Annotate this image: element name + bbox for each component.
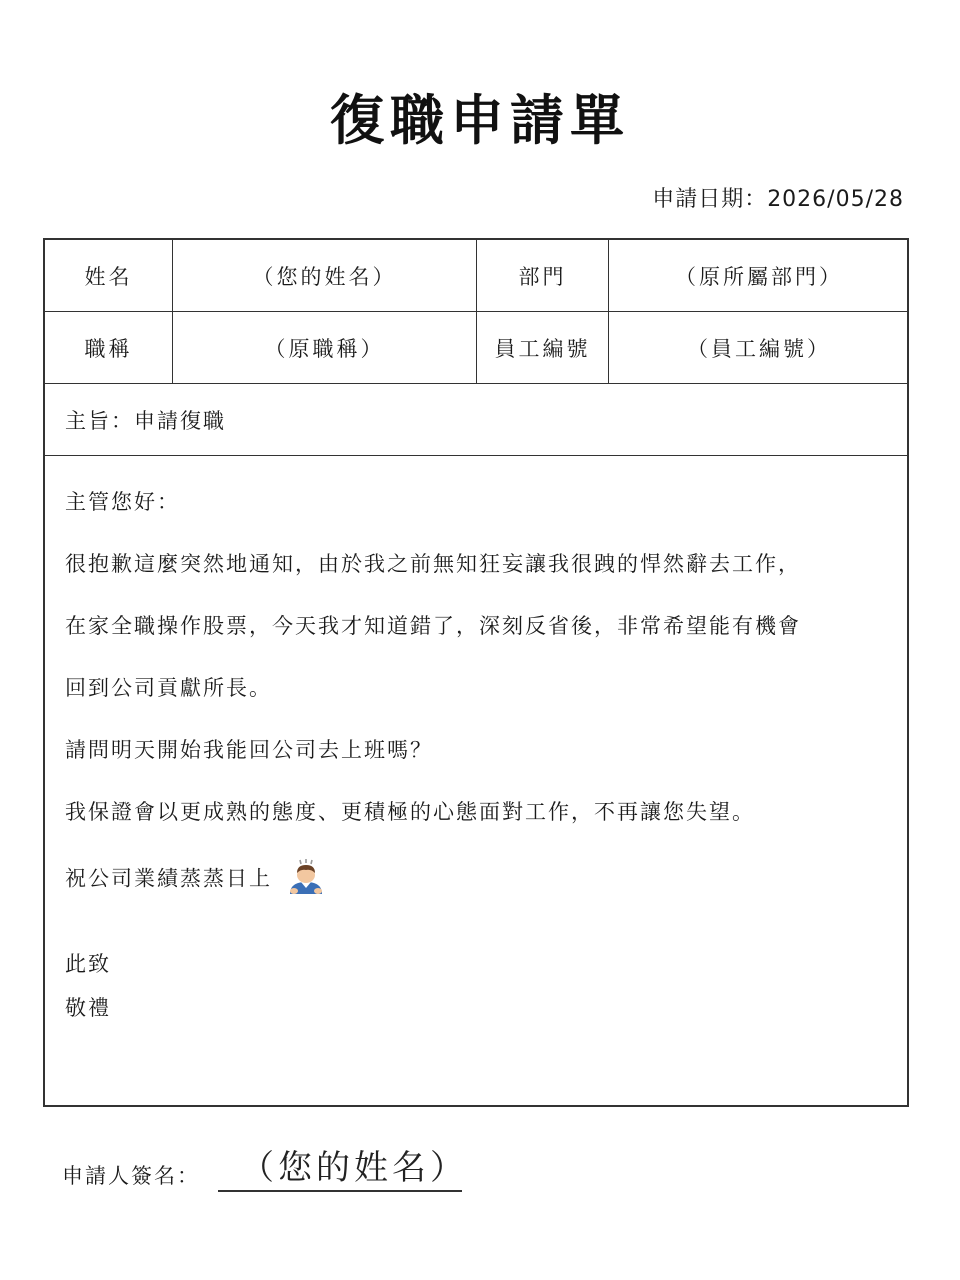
paragraph-line: 在家全職操作股票，今天我才知道錯了，深刻反省後，非常希望能有機會 — [65, 614, 801, 638]
job-title-label: 職稱 — [45, 312, 173, 383]
name-value[interactable]: （您的姓名） — [173, 240, 477, 311]
application-form — [43, 238, 909, 1107]
employee-id-label: 員工編號 — [477, 312, 609, 383]
form-title: 復職申請單 — [330, 89, 630, 152]
application-date: 申請日期：2026/05/28 — [652, 187, 904, 212]
name-label: 姓名 — [45, 240, 173, 311]
signature-label: 申請人簽名： — [62, 1164, 200, 1188]
closing-line: 敬禮 — [65, 996, 111, 1020]
dept-value[interactable]: （原所屬部門） — [675, 264, 843, 289]
form-row-subject — [45, 384, 907, 456]
closing-line: 此致 — [65, 952, 111, 976]
paragraph-line: 回到公司貢獻所長。 — [65, 676, 272, 700]
form-row-name-dept — [45, 240, 907, 312]
subject-line: 主旨：申請復職 — [65, 408, 226, 433]
wish-text: 祝公司業績蒸蒸日上 — [65, 866, 272, 891]
signature-underline — [218, 1190, 462, 1192]
dept-label: 部門 — [477, 240, 609, 311]
paragraph-line: 很抱歉這麼突然地通知，由於我之前無知狂妄讓我很跩的悍然辭去工作， — [65, 552, 801, 576]
job-title-value[interactable]: （原職稱） — [173, 312, 477, 383]
bowing-person-icon — [287, 858, 325, 901]
wish-line — [65, 858, 325, 901]
signature-name[interactable]: （您的姓名） — [240, 1148, 468, 1188]
paragraph-line: 請問明天開始我能回公司去上班嗎？ — [65, 738, 433, 762]
paragraph-line: 我保證會以更成熟的態度、更積極的心態面對工作，不再讓您失望。 — [65, 800, 755, 824]
employee-id-value[interactable]: （員工編號） — [687, 336, 831, 361]
greeting: 主管您好： — [65, 490, 180, 514]
form-row-title-emp — [45, 312, 907, 384]
